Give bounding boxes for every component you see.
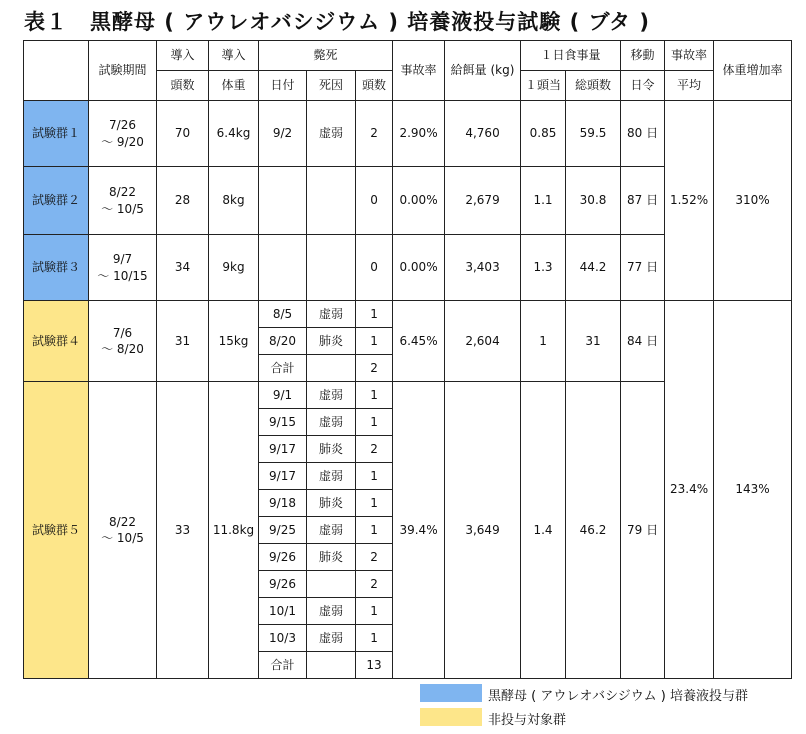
heads-cell: 70 bbox=[157, 101, 209, 167]
death-cause-cell: 虚弱 bbox=[307, 101, 356, 167]
header-period: 試験期間 bbox=[89, 41, 157, 101]
table-row bbox=[24, 101, 792, 167]
death-count-cell: 2 bbox=[356, 571, 393, 598]
total-heads-cell: 44.2 bbox=[566, 235, 621, 301]
total-heads-cell: 59.5 bbox=[566, 101, 621, 167]
header-intro: 導入 bbox=[209, 41, 259, 71]
death-date-cell: 9/17 bbox=[259, 436, 307, 463]
death-date-cell: 9/18 bbox=[259, 490, 307, 517]
death-cause-cell: 肺炎 bbox=[307, 436, 356, 463]
header-heads: 頭数 bbox=[157, 71, 209, 101]
period-end: ～ 10/5 bbox=[101, 201, 144, 216]
death-cause-cell: 肺炎 bbox=[307, 328, 356, 355]
trial-table bbox=[23, 40, 792, 679]
per-head-cell: 1.4 bbox=[521, 382, 566, 679]
header-move-age: 日令 bbox=[621, 71, 665, 101]
death-date-cell bbox=[259, 167, 307, 235]
feed-cell: 3,403 bbox=[445, 235, 521, 301]
total-heads-cell: 31 bbox=[566, 301, 621, 382]
header-accident-rate: 事故率 bbox=[393, 41, 445, 101]
death-count-cell: 1 bbox=[356, 625, 393, 652]
period-cell bbox=[89, 301, 157, 382]
move-age-cell: 79 日 bbox=[621, 382, 665, 679]
death-date-cell: 合計 bbox=[259, 355, 307, 382]
period-end: ～ 10/5 bbox=[101, 531, 144, 545]
death-cause-cell bbox=[307, 167, 356, 235]
death-date-cell: 9/17 bbox=[259, 463, 307, 490]
total-heads-cell: 30.8 bbox=[566, 167, 621, 235]
death-count-cell: 1 bbox=[356, 517, 393, 544]
weight-cell: 15kg bbox=[209, 301, 259, 382]
accident-rate-cell: 2.90% bbox=[393, 101, 445, 167]
death-count-cell: 1 bbox=[356, 598, 393, 625]
death-cause-cell: 虚弱 bbox=[307, 382, 356, 409]
treated-avg-cell: 1.52% bbox=[665, 101, 714, 301]
period-start: 8/22 bbox=[109, 185, 136, 200]
period-end: ～ 8/20 bbox=[101, 342, 144, 356]
group-name-cell: 試験群１ bbox=[24, 101, 89, 167]
death-count-cell: 0 bbox=[356, 235, 393, 301]
group-name-cell: 試験群２ bbox=[24, 167, 89, 235]
control-gain-cell: 143% bbox=[714, 301, 792, 679]
legend-swatch-treated bbox=[420, 684, 482, 702]
feed-cell: 4,760 bbox=[445, 101, 521, 167]
death-cause-cell: 肺炎 bbox=[307, 490, 356, 517]
per-head-cell: 1 bbox=[521, 301, 566, 382]
death-cause-cell: 虚弱 bbox=[307, 463, 356, 490]
death-cause-cell: 肺炎 bbox=[307, 544, 356, 571]
death-count-cell: 1 bbox=[356, 382, 393, 409]
per-head-cell: 1.3 bbox=[521, 235, 566, 301]
period-end: ～ 9/20 bbox=[101, 134, 144, 149]
control-avg-cell: 23.4% bbox=[665, 301, 714, 679]
death-cause-cell: 虚弱 bbox=[307, 409, 356, 436]
feed-cell: 2,604 bbox=[445, 301, 521, 382]
death-date-cell: 9/26 bbox=[259, 571, 307, 598]
death-date-cell: 8/20 bbox=[259, 328, 307, 355]
weight-cell: 11.8kg bbox=[209, 382, 259, 679]
header-gain: 体重増加率 bbox=[714, 41, 792, 101]
death-date-cell: 合計 bbox=[259, 652, 307, 679]
heads-cell: 33 bbox=[157, 382, 209, 679]
weight-cell: 6.4kg bbox=[209, 101, 259, 167]
table-row bbox=[24, 301, 792, 328]
per-head-cell: 1.1 bbox=[521, 167, 566, 235]
death-cause-cell bbox=[307, 355, 356, 382]
death-count-cell: 1 bbox=[356, 409, 393, 436]
move-age-cell: 77 日 bbox=[621, 235, 665, 301]
treated-gain-cell: 310% bbox=[714, 101, 792, 301]
heads-cell: 34 bbox=[157, 235, 209, 301]
total-heads-cell: 46.2 bbox=[566, 382, 621, 679]
period-start: 7/26 bbox=[109, 118, 136, 133]
period-start: 7/6 bbox=[112, 325, 133, 340]
death-cause-cell bbox=[307, 235, 356, 301]
death-count-cell: 0 bbox=[356, 167, 393, 235]
death-date-cell: 9/25 bbox=[259, 517, 307, 544]
header-total-heads: 総頭数 bbox=[566, 71, 621, 101]
move-age-cell: 84 日 bbox=[621, 301, 665, 382]
death-date-cell: 10/3 bbox=[259, 625, 307, 652]
feed-cell: 3,649 bbox=[445, 382, 521, 679]
heads-cell: 28 bbox=[157, 167, 209, 235]
table-body bbox=[24, 41, 792, 679]
header-avg: 事故率 bbox=[665, 41, 714, 71]
death-count-cell: 1 bbox=[356, 490, 393, 517]
group-name-cell: 試験群５ bbox=[24, 382, 89, 679]
accident-rate-cell: 6.45% bbox=[393, 301, 445, 382]
weight-cell: 8kg bbox=[209, 167, 259, 235]
period-start: 9/7 bbox=[112, 252, 133, 267]
death-count-cell: 2 bbox=[356, 355, 393, 382]
legend-label-treated: 黒酵母 ( アウレオバシジウム ) 培養液投与群 bbox=[488, 689, 748, 704]
accident-rate-cell: 39.4% bbox=[393, 382, 445, 679]
header-feed: 給餌量 (kg) bbox=[445, 41, 521, 101]
header-move: 移動 bbox=[621, 41, 665, 71]
per-head-cell: 0.85 bbox=[521, 101, 566, 167]
death-count-cell: 2 bbox=[356, 544, 393, 571]
death-count-cell: 1 bbox=[356, 328, 393, 355]
period-cell bbox=[89, 101, 157, 167]
header-death: 斃死 bbox=[259, 41, 393, 71]
header-group-cell bbox=[24, 41, 89, 101]
header-per-head: １頭当 bbox=[521, 71, 566, 101]
death-date-cell: 8/5 bbox=[259, 301, 307, 328]
header-weight: 体重 bbox=[209, 71, 259, 101]
death-count-cell: 13 bbox=[356, 652, 393, 679]
header-cause: 死因 bbox=[307, 71, 356, 101]
table-title: 表１ 黒酵母 ( アウレオバシジウム ) 培養液投与試験 ( ブタ ) bbox=[24, 10, 650, 34]
accident-rate-cell: 0.00% bbox=[393, 167, 445, 235]
death-date-cell: 9/2 bbox=[259, 101, 307, 167]
feed-cell: 2,679 bbox=[445, 167, 521, 235]
header-row bbox=[24, 41, 792, 71]
accident-rate-cell: 0.00% bbox=[393, 235, 445, 301]
header-date: 日付 bbox=[259, 71, 307, 101]
move-age-cell: 80 日 bbox=[621, 101, 665, 167]
header-death-count: 頭数 bbox=[356, 71, 393, 101]
death-date-cell: 9/26 bbox=[259, 544, 307, 571]
legend-swatch-control bbox=[420, 708, 482, 726]
period-cell bbox=[89, 235, 157, 301]
header-daily-feed: １日食事量 bbox=[521, 41, 621, 71]
death-cause-cell: 虚弱 bbox=[307, 517, 356, 544]
death-date-cell bbox=[259, 235, 307, 301]
period-cell bbox=[89, 167, 157, 235]
death-count-cell: 2 bbox=[356, 436, 393, 463]
death-cause-cell bbox=[307, 571, 356, 598]
death-cause-cell: 虚弱 bbox=[307, 625, 356, 652]
death-cause-cell: 虚弱 bbox=[307, 301, 356, 328]
move-age-cell: 87 日 bbox=[621, 167, 665, 235]
group-name-cell: 試験群３ bbox=[24, 235, 89, 301]
group-name-cell: 試験群４ bbox=[24, 301, 89, 382]
heads-cell: 31 bbox=[157, 301, 209, 382]
weight-cell: 9kg bbox=[209, 235, 259, 301]
period-end: ～ 10/15 bbox=[97, 268, 148, 283]
death-cause-cell: 虚弱 bbox=[307, 598, 356, 625]
death-count-cell: 2 bbox=[356, 101, 393, 167]
period-cell bbox=[89, 382, 157, 679]
header-intro: 導入 bbox=[157, 41, 209, 71]
header-avg-label: 平均 bbox=[665, 71, 714, 101]
death-count-cell: 1 bbox=[356, 301, 393, 328]
death-cause-cell bbox=[307, 652, 356, 679]
death-count-cell: 1 bbox=[356, 463, 393, 490]
legend-label-control: 非投与対象群 bbox=[488, 713, 567, 728]
period-start: 8/22 bbox=[109, 514, 136, 529]
death-date-cell: 10/1 bbox=[259, 598, 307, 625]
death-date-cell: 9/15 bbox=[259, 409, 307, 436]
death-date-cell: 9/1 bbox=[259, 382, 307, 409]
